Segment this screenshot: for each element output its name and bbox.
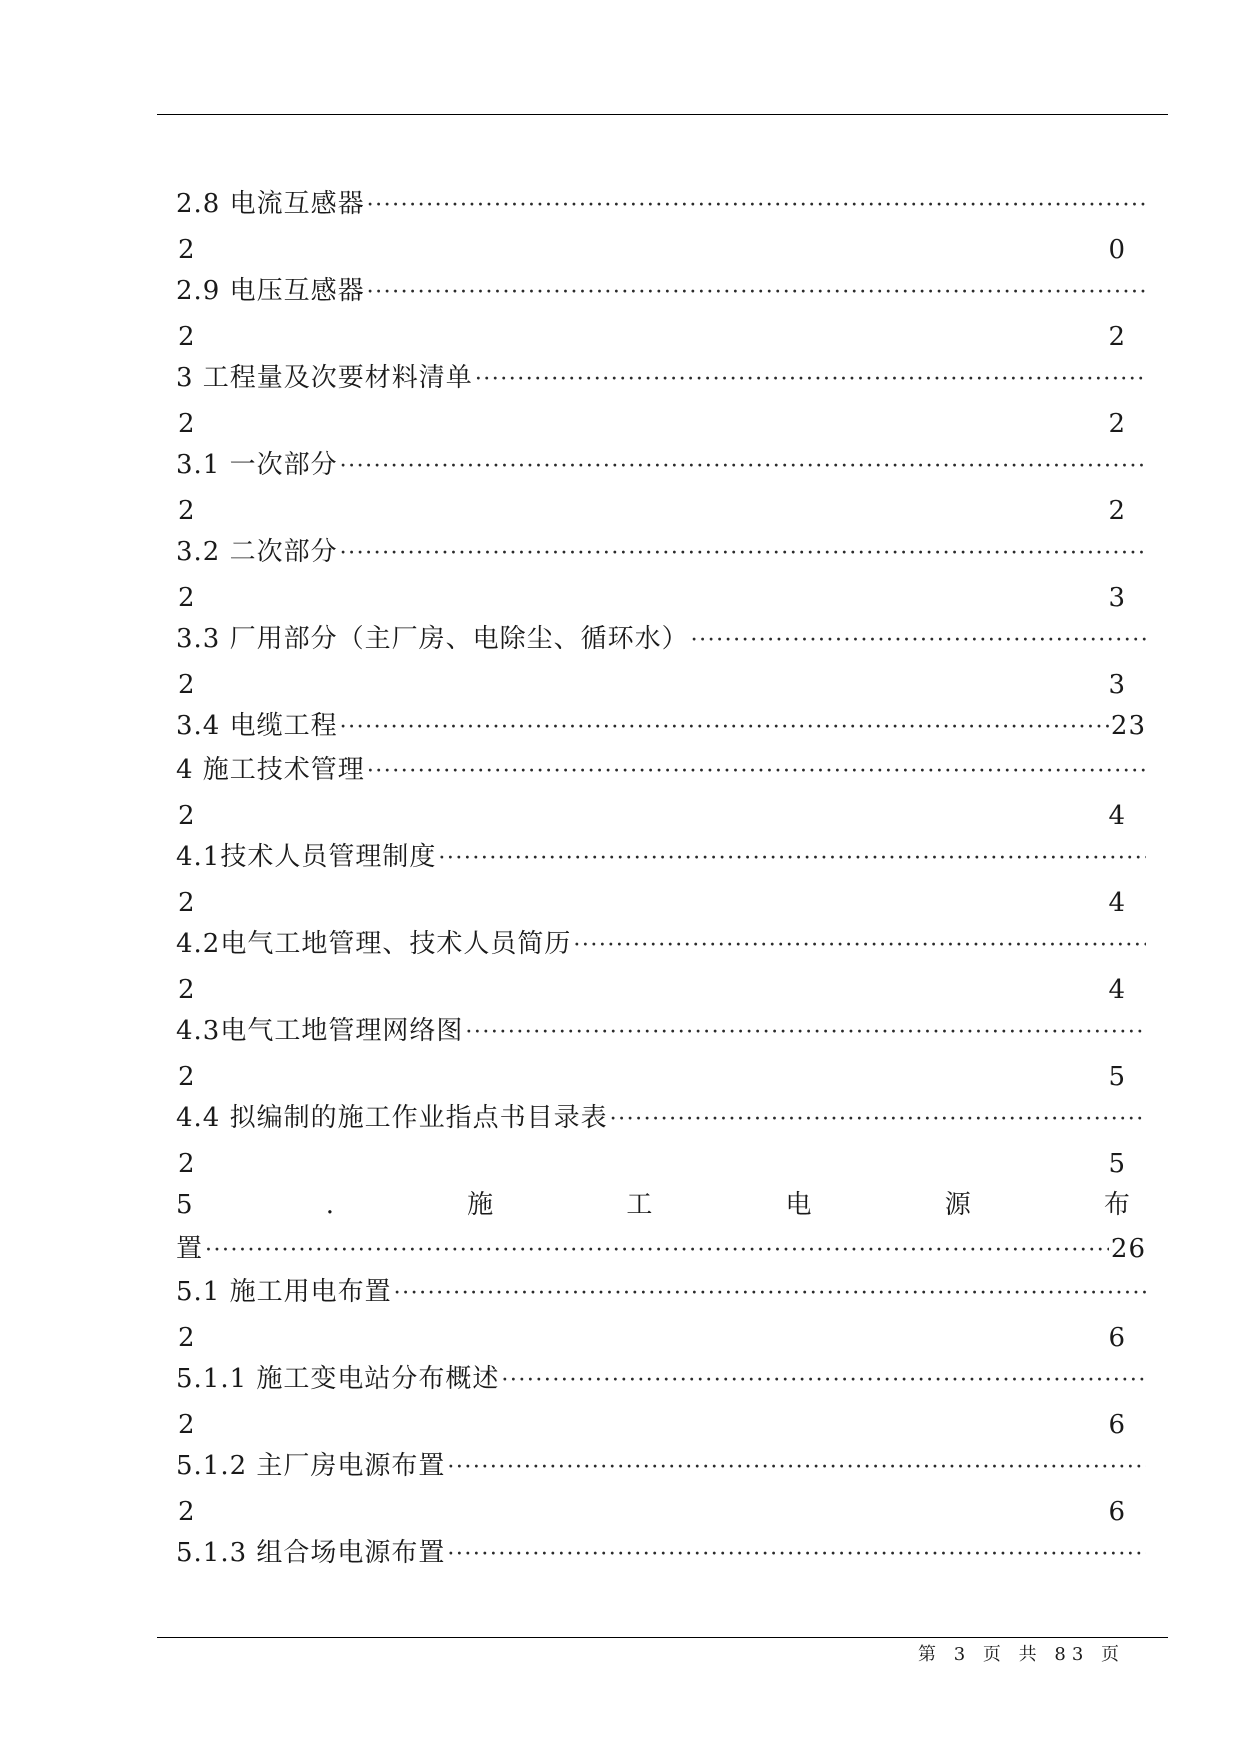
dot-leader [340,532,1146,576]
toc-justified-heading [176,1183,1131,1227]
toc-page-part: 2 [178,670,196,700]
toc-page-part: 5 [1108,1148,1126,1179]
dot-leader [447,1446,1146,1490]
toc-page-part: 2 [1108,409,1126,439]
toc-entry-label: 3.2 二次部分 [176,537,338,567]
dot-leader [438,837,1146,881]
heading-char: 工 [626,1189,654,1220]
toc-page-part: 2 [178,496,196,526]
dot-leader [447,1533,1146,1577]
toc-entry-4-1[interactable] [176,835,1146,922]
dot-leader [340,445,1146,489]
toc-entry-label: 2.9 电压互感器 [176,276,365,306]
toc-entry-label: 3 工程量及次要材料清单 [176,363,473,393]
toc-entry-4[interactable] [176,748,1146,835]
toc-entry-3-1[interactable] [176,443,1146,530]
toc-page-part: 2 [178,1409,196,1440]
toc-entry-5[interactable] [176,1183,1146,1270]
footer-rule [157,1637,1168,1638]
toc-entry-label: 5.1 施工用电布置 [176,1276,392,1307]
toc-entry-label: 5.1.2 主厂房电源布置 [176,1450,446,1481]
toc-page-part: 2 [178,322,196,352]
toc-entry-label: 4.4 拟编制的施工作业指点书目录表 [176,1102,608,1133]
heading-char: 施 [467,1189,495,1220]
dot-leader [340,706,1109,750]
toc-entry-label: 4.1技术人员管理制度 [176,841,437,872]
dot-leader [367,184,1146,228]
toc-entry-label: 5.1.1 施工变电站分布概述 [176,1363,500,1394]
toc-entry-label: 3.3 厂用部分（主厂房、电除尘、循环水） [176,624,689,654]
heading-char: 源 [944,1189,972,1220]
dot-leader [367,750,1146,794]
toc-entry-label: 5.1.3 组合场电源布置 [176,1537,446,1568]
toc-entry-5-1-2[interactable] [176,1444,1146,1531]
dot-leader [501,1359,1146,1403]
page-footer: 第 3 页 共 83 页 [918,1644,1125,1665]
toc-page-number: 26 [1110,1233,1146,1264]
dot-leader [610,1098,1146,1142]
toc-entry-4-2[interactable] [176,922,1146,1009]
toc-entry-3-4[interactable] [176,704,1146,748]
dot-leader [205,1229,1109,1273]
toc-entry-2-8[interactable] [176,182,1146,269]
toc-page-part: 0 [1108,235,1126,265]
toc-page-part: 4 [1108,800,1126,831]
toc-page-part: 2 [1108,322,1126,352]
dot-leader [465,1011,1146,1055]
toc-page-part: 2 [178,235,196,265]
toc-page-part: 3 [1108,583,1126,613]
dot-leader [394,1272,1146,1316]
toc-page-part: 2 [1108,496,1126,526]
toc-entry-3-2[interactable] [176,530,1146,617]
toc-page-part: 6 [1108,1496,1126,1527]
dot-leader [691,619,1146,663]
toc-page-part: 4 [1108,887,1126,918]
toc-page-part: 2 [178,1148,196,1179]
toc-page-part: 2 [178,974,196,1005]
heading-char: 布 [1103,1189,1131,1220]
toc-page-part: 2 [178,583,196,613]
toc-entry-label: 置 [176,1233,204,1264]
toc-entry-3-3[interactable] [176,617,1146,704]
toc-entry-label: 3.4 电缆工程 [176,711,338,741]
heading-char: . [325,1189,335,1220]
toc-entry-2-9[interactable] [176,269,1146,356]
toc-entry-label: 4 施工技术管理 [176,754,365,785]
toc-page-part: 2 [178,800,196,831]
toc-entry-label: 2.8 电流互感器 [176,189,365,219]
toc-page-part: 2 [178,1061,196,1092]
toc-page-part: 5 [1108,1061,1126,1092]
toc-page-part: 2 [178,1322,196,1353]
toc-entry-label: 4.2电气工地管理、技术人员简历 [176,928,572,959]
toc-page-number: 23 [1110,711,1146,741]
dot-leader [573,924,1146,968]
toc-entry-5-1-1[interactable] [176,1357,1146,1444]
header-rule [157,114,1168,115]
toc-page-part: 2 [178,887,196,918]
heading-char: 电 [785,1189,813,1220]
toc-entry-label: 4.3电气工地管理网络图 [176,1015,464,1046]
toc-entry-3[interactable] [176,356,1146,443]
toc-entry-5-1[interactable] [176,1270,1146,1357]
dot-leader [367,271,1146,315]
toc-entry-5-1-3[interactable] [176,1531,1146,1575]
toc-page-part: 3 [1108,670,1126,700]
toc-page-part: 2 [178,1496,196,1527]
table-of-contents [176,182,1146,1574]
heading-char: 5 [176,1189,194,1220]
dot-leader [475,358,1146,402]
toc-entry-4-4[interactable] [176,1096,1146,1183]
toc-entry-4-3[interactable] [176,1009,1146,1096]
toc-page-part: 2 [178,409,196,439]
toc-page-part: 4 [1108,974,1126,1005]
toc-page-part: 6 [1108,1322,1126,1353]
toc-entry-label: 3.1 一次部分 [176,450,338,480]
toc-page-part: 6 [1108,1409,1126,1440]
